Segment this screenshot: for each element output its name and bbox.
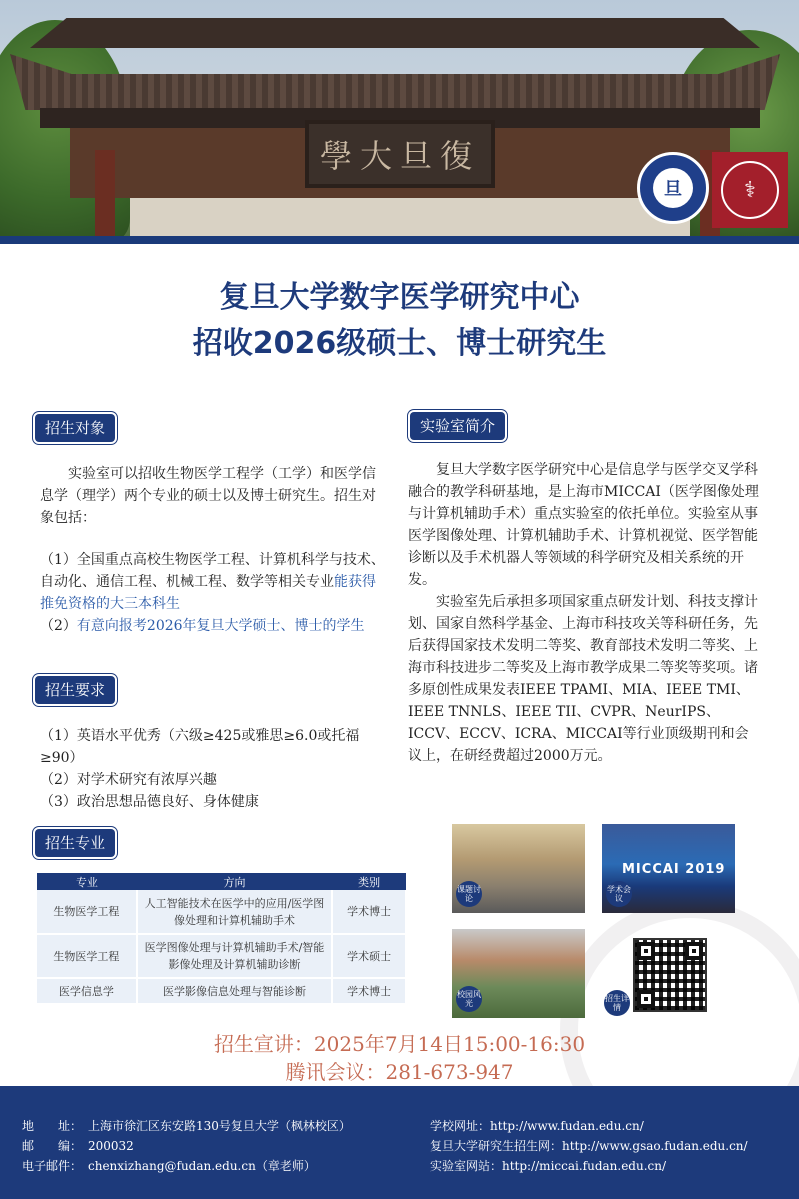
footer-links [430,1116,748,1176]
target-item-2-highlight: 有意向报考2026年复旦大学硕士、博士的学生 [76,618,365,634]
target-section-body [40,463,385,637]
photo-tag-campus: 校园风光 [456,986,482,1012]
cell-major: 医学信息学 [37,978,137,1004]
lecture-info [0,1030,799,1086]
medical-logo-mark: ⚕ [721,161,779,219]
target-item-1 [40,549,385,615]
title-line-1: 复旦大学数字医学研究中心 [219,280,580,315]
school-site-link[interactable]: 学校网址：http://www.fudan.edu.cn/ [430,1119,644,1133]
target-item-2 [40,615,385,637]
cell-type: 学术博士 [332,890,406,934]
gate-roof-ridge [30,18,760,48]
footer [0,1086,799,1199]
plaque-text: 學大旦復 [319,137,480,175]
gsao-site-link[interactable]: 复旦大学研究生招生网：http://www.gsao.fudan.edu.cn/ [430,1139,748,1153]
cell-major: 生物医学工程 [37,934,137,978]
requirement-item: （3）政治思想品德良好、身体健康 [40,794,259,810]
section-label-target: 招生对象 [35,414,115,442]
qr-finder [637,990,655,1008]
requirement-item: （1）英语水平优秀（六级≥425或雅思≥6.0或托福≥90） [40,728,360,766]
section-label-majors: 招生专业 [35,829,115,857]
footer-email [22,1156,351,1176]
lab-intro-para-1: 复旦大学数字医学研究中心是信息学与医学交叉学科融合的教学科研基地，是上海市MICCAI（医学图像处理与计算机辅助手术）重点实验室的依托单位。实验室从事医学图像处理、计算机辅助手术、计算机视觉、医学智能诊断以及手术机器人等领域的科学研究及相关系统的开发。 [408,462,759,588]
footer-address [22,1116,351,1136]
photo-tag-conference: 学术会议 [606,881,632,907]
address-value: 上海市徐汇区东安路130号复旦大学（枫林校区） [88,1119,351,1133]
qr-finder [685,942,703,960]
cell-direction: 医学影像信息处理与智能诊断 [137,978,332,1004]
gate-pillar-left [95,150,115,236]
hero-divider [0,236,799,244]
email-key: 电子邮件： [22,1159,83,1173]
target-intro: 实验室可以招收生物医学工程学（工学）和医学信息学（理学）两个专业的硕士以及博士研究生。招生对象包括： [40,466,376,526]
tencent-meeting-id: 腾讯会议：281-673-947 [285,1060,514,1084]
photo-campus [452,929,585,1018]
table-row [37,978,406,1004]
lab-intro-para-2: 实验室先后承担多项国家重点研发计划、科技支撑计划、国家自然科学基金、上海市科技攻关等科研任务，先后获得国家技术发明二等奖、教育部技术发明二等奖、上海市科技进步二等奖及上海市教学成果二等奖等奖项。诸多原创性成果发表IEEE TPAMI、MIA、IEEE TMI、IEEE TNNLS、IEEE TII、CVPR、NeurIPS、ICCV、ECCV、ICRA、MICCAI等行业顶级期刊和会议上，在研经费超过2000万元。 [408,594,758,764]
table-row [37,934,406,978]
section-label-lab: 实验室简介 [410,412,505,440]
cell-type: 学术硕士 [332,934,406,978]
medical-college-logo [712,152,788,228]
qr-code-icon[interactable] [633,938,707,1012]
fudan-logo [637,152,709,224]
footer-postcode [22,1136,351,1156]
postcode-value: 200032 [88,1139,134,1153]
target-item-2-text: （2） [40,618,77,634]
qr-tag: 招生详情 [604,990,630,1016]
photo-conference [602,824,735,913]
postcode-key: 邮 编： [22,1139,83,1153]
hero-banner [0,0,799,236]
fudan-logo-mark: 旦 [653,168,693,208]
target-item-1-highlight: 能获得推免资格的大三本科生 [40,574,376,612]
cell-direction: 人工智能技术在医学中的应用/医学图像处理和计算机辅助手术 [137,890,332,934]
header-type: 类别 [332,873,406,890]
table-row [37,890,406,934]
cell-type: 学术博士 [332,978,406,1004]
section-label-requirements: 招生要求 [35,676,115,704]
photo-discussion [452,824,585,913]
majors-table [37,873,407,1005]
requirements-list [40,725,385,813]
address-key: 地 址： [22,1119,83,1133]
photo-tag-discussion: 课题讨论 [456,881,482,907]
target-item-1-text: （1）全国重点高校生物医学工程、计算机科学与技术、自动化、通信工程、机械工程、数学等相关专业 [40,552,385,590]
majors-table-header [37,873,406,890]
conference-banner-text: MICCAI 2019 [622,862,726,877]
lab-intro-body [408,459,760,767]
gate-plaque [305,120,495,188]
cell-major: 生物医学工程 [37,890,137,934]
footer-contact [22,1116,351,1176]
header-major: 专业 [37,873,137,890]
qr-finder [637,942,655,960]
requirement-item: （2）对学术研究有浓厚兴趣 [40,772,217,788]
header-direction: 方向 [137,873,332,890]
lab-site-link[interactable]: 实验室网站：http://miccai.fudan.edu.cn/ [430,1159,667,1173]
title-line-2: 招收2026级硕士、博士研究生 [192,326,607,361]
poster-title [0,275,799,367]
email-link[interactable]: chenxizhang@fudan.edu.cn（章老师） [88,1159,316,1173]
lecture-time: 招生宣讲：2025年7月14日15:00-16:30 [213,1032,586,1056]
cell-direction: 医学图像处理与计算机辅助手术/智能影像处理及计算机辅助诊断 [137,934,332,978]
